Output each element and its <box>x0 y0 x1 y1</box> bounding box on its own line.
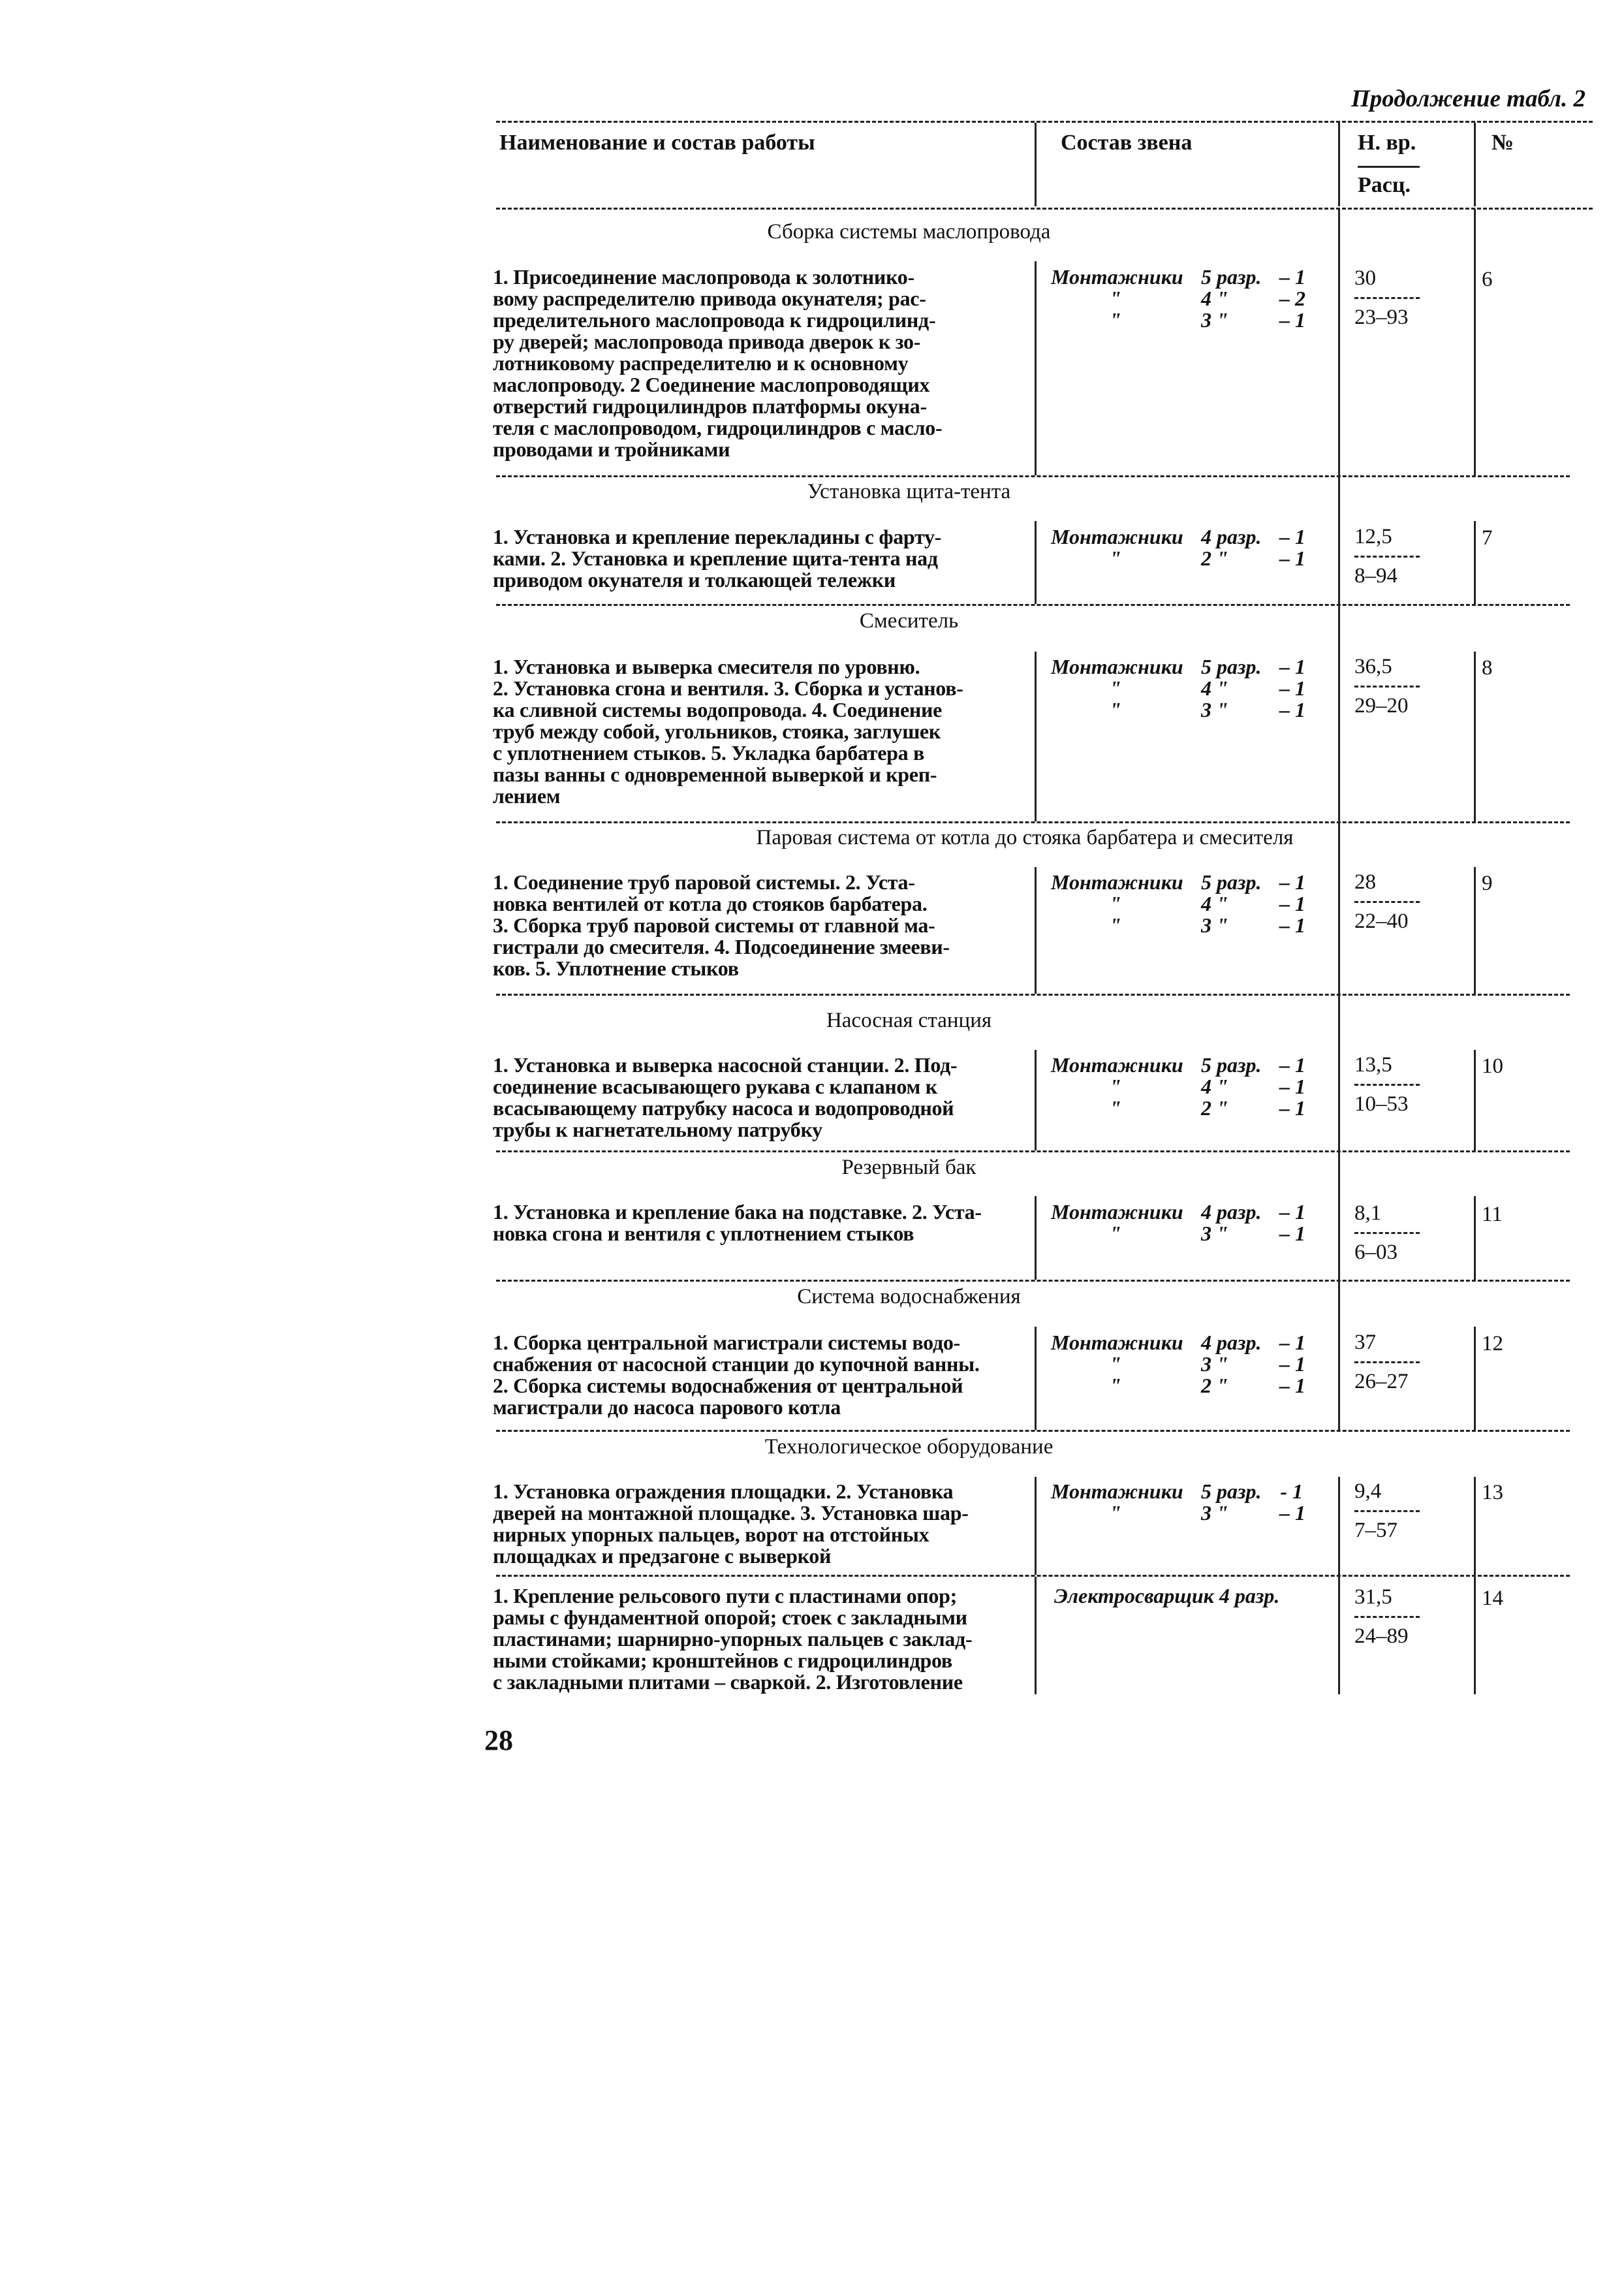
time-norm: 13,5 <box>1354 1053 1392 1077</box>
column-rule-crew <box>1035 652 1037 821</box>
time-norm: 12,5 <box>1354 525 1392 548</box>
work-description: 1. Установка и выверка насосной станции. 2. Под- соединение всасывающего рукава с клапаном к всасывающему патрубку насоса и водопроводной трубы к нагнетательному патрубку <box>493 1053 958 1141</box>
column-rule-crew <box>1035 521 1037 604</box>
header-norm: Н. вр. <box>1358 131 1416 155</box>
rate-value: 8–94 <box>1354 564 1398 588</box>
norm-rate-cell <box>1354 872 1426 932</box>
column-rule-norm <box>1338 606 1340 821</box>
column-rule-number <box>1474 1577 1476 1694</box>
crew-composition: Монтажники 5 разр. – 1 " 4 " – 1 " 2 " – 1 <box>1051 1053 1305 1120</box>
work-description: 1. Установка и крепление перекладины с фарту- ками. 2. Установка и крепление щита-тента над приводом окунателя и толкающей тележки <box>493 525 942 592</box>
crew-composition: Монтажники 4 разр. – 1 " 3 " – 1 <box>1051 1200 1305 1245</box>
time-norm: 9,4 <box>1354 1479 1382 1503</box>
column-rule-number <box>1474 123 1476 206</box>
work-description: 1. Установка и крепление бака на подставке. 2. Уста- новка сгона и вентиля с уплотнением стыков <box>493 1200 982 1245</box>
row-number: 8 <box>1482 656 1493 680</box>
row-number: 7 <box>1482 526 1493 550</box>
time-norm: 30 <box>1354 266 1376 290</box>
time-norm: 8,1 <box>1354 1201 1382 1225</box>
row-number: 6 <box>1482 268 1493 291</box>
section-title: Резервный бак <box>841 1156 976 1179</box>
work-description: 1. Сборка центральной магистрали системы водо- снабжения от насосной станции до купочной ванны. 2. Сборка системы водоснабжения от центральной магистрали до насоса парового котла <box>493 1331 980 1419</box>
column-rule-crew <box>1035 1327 1037 1430</box>
rate-value: 6–03 <box>1354 1241 1398 1264</box>
column-rule-norm <box>1338 477 1340 604</box>
column-rule-norm <box>1338 996 1340 1150</box>
header-bottom-rule <box>496 208 1593 210</box>
section-rule <box>496 821 1570 823</box>
section-rule <box>496 1150 1570 1152</box>
norm-rate-cell <box>1354 526 1426 587</box>
column-rule-number <box>1474 209 1476 475</box>
crew-composition: Монтажники 5 разр. – 1 " 4 " – 1 " 3 " – 1 <box>1051 655 1305 721</box>
column-rule-number <box>1474 1327 1476 1430</box>
column-rule-number <box>1474 652 1476 821</box>
header-crew: Состав звена <box>1061 131 1193 155</box>
section-title: Смеситель <box>859 609 959 633</box>
section-rule <box>496 604 1570 606</box>
column-rule-crew <box>1035 123 1037 206</box>
norm-rate-cell <box>1354 1332 1426 1393</box>
work-description: 1. Крепление рельсового пути с пластинами опор; рамы с фундаментной опорой; стоек с закладными пластинами; шарнирно-упорных пальцев с заклад- ными стойками; кронштейнов с гидроцилиндров с закладными плитами – сваркой. 2. Изготовление <box>493 1584 973 1694</box>
section-rule <box>496 475 1570 477</box>
norm-rate-cell <box>1354 1481 1426 1542</box>
time-norm: 37 <box>1354 1331 1376 1354</box>
section-title: Насосная станция <box>826 1009 992 1032</box>
rate-value: 23–93 <box>1354 306 1409 329</box>
section-title: Паровая система от котла до стояка барбатера и смесителя <box>756 826 1294 849</box>
section-rule <box>496 1280 1570 1282</box>
section-title: Сборка системы маслопровода <box>767 220 1051 244</box>
column-rule-crew <box>1035 867 1037 994</box>
row-number: 11 <box>1482 1203 1503 1226</box>
column-rule-crew <box>1035 1577 1037 1694</box>
crew-composition: Электросварщик 4 разр. <box>1054 1584 1280 1607</box>
section-title: Технологическое оборудование <box>764 1435 1054 1459</box>
norm-rate-cell <box>1354 268 1426 328</box>
header-top-rule <box>496 121 1593 123</box>
rate-value: 10–53 <box>1354 1092 1409 1116</box>
work-description: 1. Присоединение маслопровода к золотнико- вому распределителю привода окунателя; рас- пределительного маслопровода к гидроцилинд- ру дверей; маслопровода привода дверок к зо- лотниковому распределителю и к основному маслопроводу. 2 Соединение маслопроводящих отверстий гидроцилиндров платформы окуна- теля с маслопроводом, гидроцилиндров с масло- проводами и тройниками <box>493 265 943 461</box>
norm-rate-cell <box>1354 656 1426 717</box>
rate-value: 22–40 <box>1354 909 1409 933</box>
column-rule-number <box>1474 1196 1476 1280</box>
header-rate: Расц. <box>1358 173 1411 197</box>
rate-value: 26–27 <box>1354 1370 1409 1393</box>
column-rule-crew <box>1035 261 1037 475</box>
row-number: 10 <box>1482 1054 1503 1078</box>
header-norm-divider <box>1358 166 1420 168</box>
row-number: 14 <box>1482 1587 1503 1610</box>
column-rule-crew <box>1035 1196 1037 1280</box>
rate-value: 29–20 <box>1354 694 1409 718</box>
crew-composition: Монтажники 5 разр. - 1 " 3 " – 1 <box>1051 1479 1305 1525</box>
column-rule-norm <box>1338 209 1340 475</box>
column-rule-norm <box>1338 1152 1340 1280</box>
section-rule <box>496 994 1570 996</box>
time-norm: 28 <box>1354 870 1376 894</box>
header-number: № <box>1491 131 1514 155</box>
row-number: 12 <box>1482 1332 1503 1355</box>
crew-composition: Монтажники 5 разр. – 1 " 4 " – 1 " 3 " – 1 <box>1051 870 1305 937</box>
time-norm: 36,5 <box>1354 655 1392 678</box>
column-rule-number <box>1474 521 1476 604</box>
norm-rate-cell <box>1354 1054 1426 1115</box>
column-rule-number <box>1474 1050 1476 1150</box>
crew-composition: Монтажники 4 разр. – 1 " 3 " – 1 " 2 " – 1 <box>1051 1331 1305 1397</box>
column-rule-crew <box>1035 1050 1037 1150</box>
rate-value: 24–89 <box>1354 1624 1409 1648</box>
column-rule-number <box>1474 1477 1476 1575</box>
column-rule-norm <box>1338 823 1340 994</box>
column-rule-norm <box>1338 123 1340 206</box>
row-rule <box>496 1575 1570 1577</box>
crew-composition: Монтажники 5 разр. – 1 " 4 " – 2 " 3 " – 1 <box>1051 265 1305 332</box>
page-number: 28 <box>484 1724 513 1756</box>
column-rule-crew <box>1035 1477 1037 1575</box>
work-description: 1. Установка и выверка смесителя по уровню. 2. Установка сгона и вентиля. 3. Сборка и установ- ка сливной системы водопровода. 4. Соединение труб между собой, угольников, стояка, заглушек с уплотнением стыков. 5. Укладка барбатера в пазы ванны с одновременной выверкой и креп- лением <box>493 655 963 808</box>
row-number: 13 <box>1482 1481 1503 1504</box>
crew-composition: Монтажники 4 разр. – 1 " 2 " – 1 <box>1051 525 1305 570</box>
work-description: 1. Установка ограждения площадки. 2. Установка дверей на монтажной площадке. 3. Установка шар- нирных упорных пальцев, ворот на отстойных площадках и предзагоне с выверкой <box>493 1479 969 1568</box>
time-norm: 31,5 <box>1354 1585 1392 1609</box>
section-rule <box>496 1430 1570 1432</box>
column-rule-norm <box>1338 1577 1340 1694</box>
section-title: Установка щита-тента <box>807 480 1011 503</box>
row-number: 9 <box>1482 872 1493 895</box>
column-rule-norm <box>1338 1477 1340 1575</box>
work-description: 1. Соединение труб паровой системы. 2. Уста- новка вентилей от котла до стояков барбатера. 3. Сборка труб паровой системы от главной ма- гистрали до смесителя. 4. Подсоединение змееви- ков. 5. Уплотнение стыков <box>493 870 950 980</box>
norm-rate-cell <box>1354 1203 1426 1263</box>
table-continuation-caption: Продолжение табл. 2 <box>1351 86 1585 112</box>
header-work: Наименование и состав работы <box>499 131 815 155</box>
column-rule-number <box>1474 867 1476 994</box>
rate-value: 7–57 <box>1354 1519 1398 1542</box>
column-rule-norm <box>1338 1282 1340 1430</box>
norm-rate-cell <box>1354 1587 1426 1647</box>
section-title: Система водоснабжения <box>797 1285 1021 1308</box>
